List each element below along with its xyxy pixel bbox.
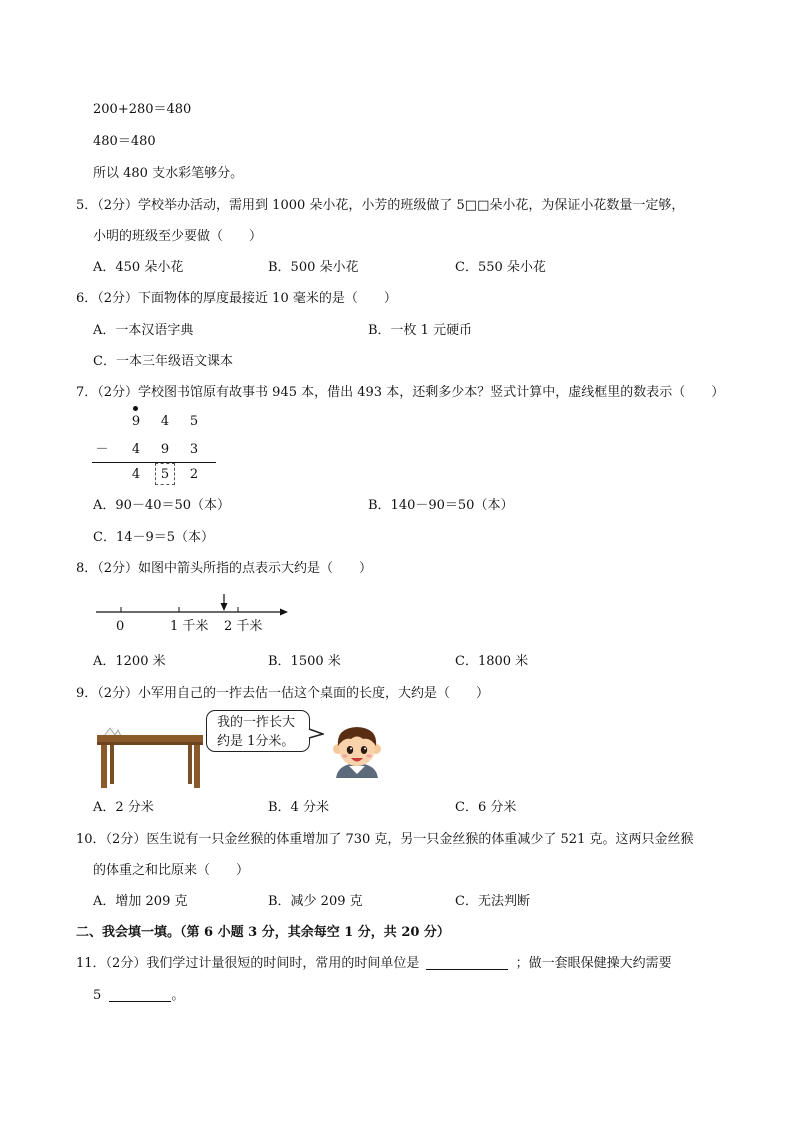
q6-option-c[interactable]: C．一本三年级语文课本 xyxy=(93,354,233,369)
q9-stem: 9．（2分）小军用自己的一拃去估一估这个桌面的长度，大约是（ ） xyxy=(76,686,490,701)
q10-stem-line1: 10．（2分）医生说有一只金丝猴的体重增加了 730 克，另一只金丝猴的体重减少了 521 克。这两只金丝猴 xyxy=(76,832,694,847)
vc-r3-ones: 2 xyxy=(189,467,199,482)
hand-icon xyxy=(104,728,121,736)
speech-bubble xyxy=(206,710,310,752)
carry-dot xyxy=(133,406,138,411)
vc-rule-line xyxy=(92,462,216,463)
q7-option-b[interactable]: B．140－90＝50（本） xyxy=(368,498,514,513)
q6-option-a[interactable]: A．一本汉语字典 xyxy=(93,323,194,338)
q8-option-c[interactable]: C．1800 米 xyxy=(455,654,529,669)
table-top xyxy=(97,735,203,742)
bubble-tail xyxy=(308,728,324,740)
q11-stem-line2 xyxy=(93,987,184,1005)
q5-stem-line1: 5．（2分）学校举办活动，需用到 1000 朵小花，小芳的班级做了 5□□朵小花，为保证小花数量一定够， xyxy=(76,198,685,213)
q5-option-c[interactable]: C．550 朵小花 xyxy=(455,260,546,275)
number-line-arrowhead xyxy=(280,609,288,616)
q11-blank-1[interactable] xyxy=(426,955,508,970)
table-leg-right xyxy=(194,745,200,788)
vc-r2-tens: 9 xyxy=(160,442,170,457)
vc-r1-tens: 4 xyxy=(160,414,170,429)
q5-option-a[interactable]: A．450 朵小花 xyxy=(93,260,184,275)
q11-stem-line1 xyxy=(76,955,672,973)
q8-option-a[interactable]: A．1200 米 xyxy=(93,654,166,669)
tick-label-1km: 1 千米 xyxy=(170,619,209,634)
boy-avatar-icon xyxy=(330,722,384,778)
q11-stem-part1: 11．（2分）我们学过计量很短的时间时，常用的时间单位是 xyxy=(76,956,420,971)
q10-option-b[interactable]: B．减少 209 克 xyxy=(268,894,363,909)
table-leg-back-right xyxy=(188,745,192,784)
q7-stem: 7．（2分）学校图书馆原有故事书 945 本，借出 493 本，还剩多少本？竖式计算中，虚线框里的数表示（ ） xyxy=(76,385,725,400)
q11-line2-prefix: 5 xyxy=(93,988,102,1003)
q8-option-b[interactable]: B．1500 米 xyxy=(268,654,341,669)
table-leg-left xyxy=(101,745,107,788)
q11-blank-2[interactable] xyxy=(109,987,171,1002)
prev-line-3: 所以 480 支水彩笔够分。 xyxy=(93,166,244,181)
prev-line-2: 480＝480 xyxy=(93,134,156,149)
q11-stem-part2: ；做一套眼保健操大约需要 xyxy=(515,956,672,971)
q8-stem: 8．（2分）如图中箭头所指的点表示大约是（ ） xyxy=(76,561,373,576)
vc-r3-tens: 5 xyxy=(160,467,170,482)
q7-option-a[interactable]: A．90－40＝50（本） xyxy=(93,498,231,513)
q9-option-a[interactable]: A．2 分米 xyxy=(93,800,154,815)
q6-option-b[interactable]: B．一枚 1 元硬币 xyxy=(368,323,473,338)
number-line-figure xyxy=(90,592,290,617)
vc-r2-ones: 3 xyxy=(189,442,199,457)
table-apron xyxy=(97,742,203,745)
q5-stem-line2: 小明的班级至少要做（ ） xyxy=(93,229,263,244)
q7-option-c[interactable]: C．14－9＝5（本） xyxy=(93,530,215,545)
pointer-arrow-icon xyxy=(221,603,228,611)
tick-label-2km: 2 千米 xyxy=(224,619,263,634)
table-illustration xyxy=(94,726,206,790)
speech-bubble-line2: 约是 1分米。 xyxy=(217,734,295,749)
vc-minus-sign: － xyxy=(95,442,109,457)
q10-option-c[interactable]: C．无法判断 xyxy=(455,894,530,909)
prev-line-1: 200+280＝480 xyxy=(93,102,192,117)
q6-stem: 6．（2分）下面物体的厚度最接近 10 毫米的是（ ） xyxy=(76,291,397,306)
q9-option-b[interactable]: B．4 分米 xyxy=(268,800,329,815)
table-leg-back-left xyxy=(110,745,114,784)
tick-label-0: 0 xyxy=(116,619,125,634)
q9-option-c[interactable]: C．6 分米 xyxy=(455,800,517,815)
vc-r3-hundreds: 4 xyxy=(131,467,141,482)
vc-r1-ones: 5 xyxy=(189,414,199,429)
q11-period: 。 xyxy=(171,988,185,1003)
q10-option-a[interactable]: A．增加 209 克 xyxy=(93,894,188,909)
speech-bubble-line1: 我的一拃长大 xyxy=(217,715,296,730)
vc-r1-hundreds: 9 xyxy=(131,414,141,429)
vc-r2-hundreds: 4 xyxy=(131,442,141,457)
q5-option-b[interactable]: B．500 朵小花 xyxy=(268,260,359,275)
q10-stem-line2: 的体重之和比原来（ ） xyxy=(93,863,250,878)
section-2-title: 二、我会填一填。（第 6 小题 3 分，其余每空 1 分，共 20 分） xyxy=(76,925,450,940)
